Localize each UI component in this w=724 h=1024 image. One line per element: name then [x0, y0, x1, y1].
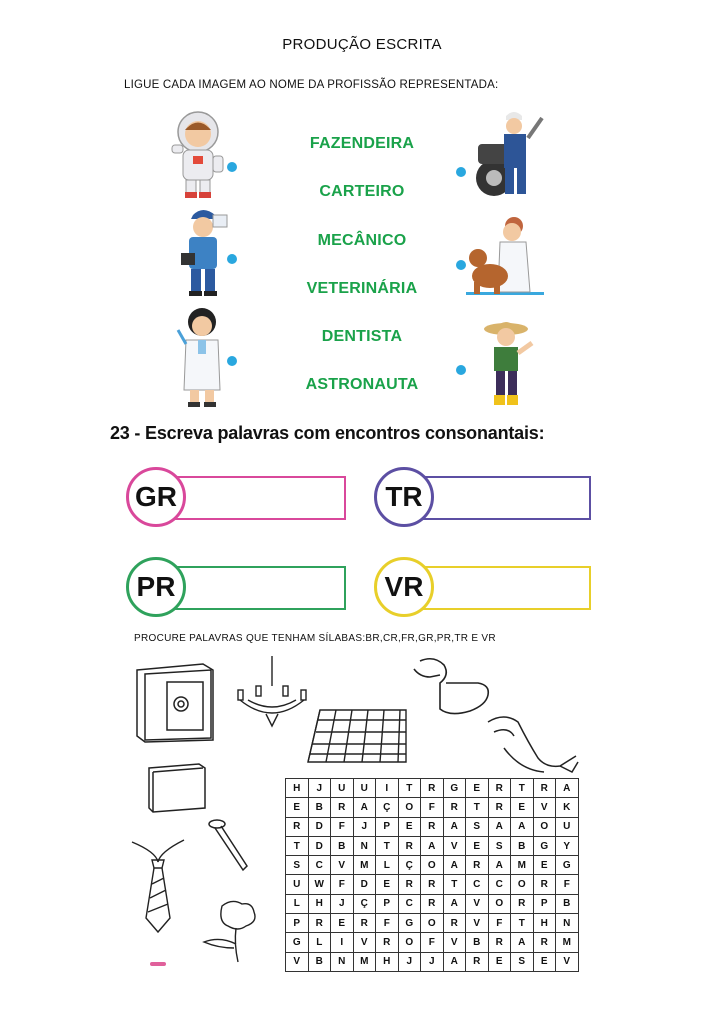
word-search-cell[interactable]: P: [533, 894, 556, 913]
gr-cluster-badge: GR: [126, 467, 186, 527]
word-search-cell[interactable]: T: [511, 914, 534, 933]
word-search-cell[interactable]: E: [533, 856, 556, 875]
word-search-cell[interactable]: R: [421, 779, 444, 798]
gr-answer-box[interactable]: [158, 476, 346, 520]
word-search-cell[interactable]: J: [353, 817, 376, 836]
profession-dentista: DENTISTA: [321, 328, 403, 345]
word-search-cell[interactable]: R: [466, 856, 489, 875]
word-search-row: [286, 933, 579, 952]
match-dot-left-2[interactable]: [227, 254, 237, 264]
word-search-cell[interactable]: E: [466, 836, 489, 855]
word-search-cell[interactable]: V: [466, 894, 489, 913]
word-search-cell[interactable]: A: [511, 817, 534, 836]
tie-icon: [130, 838, 188, 936]
word-search-cell[interactable]: S: [466, 817, 489, 836]
word-search-cell[interactable]: J: [331, 894, 354, 913]
word-search-cell[interactable]: B: [511, 836, 534, 855]
word-search-cell[interactable]: R: [286, 817, 309, 836]
word-search-row: [286, 798, 579, 817]
profession-astronauta: ASTRONAUTA: [305, 376, 419, 393]
word-search-row: [286, 836, 579, 855]
word-search-cell[interactable]: R: [488, 779, 511, 798]
word-search-cell[interactable]: N: [331, 952, 354, 971]
word-search-cell[interactable]: A: [556, 779, 579, 798]
word-search-cell[interactable]: P: [376, 894, 399, 913]
word-search-cell[interactable]: O: [533, 817, 556, 836]
match-dot-left-1[interactable]: [227, 162, 237, 172]
shrimp-icon: [484, 712, 580, 778]
word-search-cell[interactable]: E: [286, 798, 309, 817]
book-icon: [145, 762, 209, 814]
word-search-cell[interactable]: R: [398, 875, 421, 894]
match-dot-left-3[interactable]: [227, 356, 237, 366]
word-search-cell[interactable]: O: [488, 894, 511, 913]
word-search-cell[interactable]: V: [443, 836, 466, 855]
word-search-cell[interactable]: T: [466, 798, 489, 817]
matching-instruction: LIGUE CADA IMAGEM AO NOME DA PROFISSÃO REPRESENTADA:: [124, 79, 499, 91]
word-search-cell[interactable]: R: [533, 875, 556, 894]
word-search-cell[interactable]: H: [376, 952, 399, 971]
nail-icon: [207, 816, 253, 876]
tr-cluster-badge: TR: [374, 467, 434, 527]
word-search-cell[interactable]: D: [353, 875, 376, 894]
word-search-cell[interactable]: R: [533, 779, 556, 798]
word-search-instruction: PROCURE PALAVRAS QUE TENHAM SÍLABAS:BR,CR,FR,GR,PR,TR E VR: [134, 633, 496, 644]
word-search-cell[interactable]: G: [556, 856, 579, 875]
word-search-cell[interactable]: E: [466, 779, 489, 798]
question-23-prompt: 23 - Escreva palavras com encontros consonantais:: [110, 423, 545, 443]
word-search-cell[interactable]: R: [398, 836, 421, 855]
word-search-cell[interactable]: A: [511, 933, 534, 952]
word-search-cell[interactable]: M: [511, 856, 534, 875]
page-title: PRODUÇÃO ESCRITA: [282, 36, 442, 53]
word-search-cell[interactable]: V: [286, 952, 309, 971]
word-search-cell[interactable]: G: [533, 836, 556, 855]
word-search-cell[interactable]: E: [488, 952, 511, 971]
word-search-cell[interactable]: A: [443, 856, 466, 875]
word-search-cell[interactable]: O: [398, 798, 421, 817]
word-search-cell[interactable]: J: [421, 952, 444, 971]
word-search-cell[interactable]: R: [421, 817, 444, 836]
word-search-row: [286, 894, 579, 913]
word-search-cell[interactable]: R: [488, 933, 511, 952]
word-search-cell[interactable]: T: [443, 875, 466, 894]
word-search-cell[interactable]: E: [376, 875, 399, 894]
word-search-cell[interactable]: U: [556, 817, 579, 836]
word-search-cell[interactable]: M: [556, 933, 579, 952]
word-search-cell[interactable]: U: [353, 779, 376, 798]
match-dot-right-3[interactable]: [456, 365, 466, 375]
word-search-cell[interactable]: A: [443, 817, 466, 836]
word-search-cell[interactable]: R: [488, 798, 511, 817]
word-search-cell[interactable]: R: [331, 798, 354, 817]
word-search-cell[interactable]: R: [443, 914, 466, 933]
word-search-cell[interactable]: Ç: [376, 798, 399, 817]
word-search-cell[interactable]: U: [331, 779, 354, 798]
word-search-cell[interactable]: M: [353, 856, 376, 875]
word-search-cell[interactable]: R: [443, 798, 466, 817]
word-search-cell[interactable]: E: [398, 817, 421, 836]
soccer-goal-icon: [306, 706, 408, 766]
profession-mecanico: MECÂNICO: [317, 232, 407, 249]
word-search-cell[interactable]: S: [511, 952, 534, 971]
word-search-cell[interactable]: F: [556, 875, 579, 894]
word-search-cell[interactable]: B: [331, 836, 354, 855]
word-search-cell[interactable]: D: [308, 836, 331, 855]
word-search-cell[interactable]: C: [308, 856, 331, 875]
word-search-cell[interactable]: V: [443, 933, 466, 952]
word-search-cell[interactable]: F: [421, 798, 444, 817]
word-search-cell[interactable]: R: [308, 914, 331, 933]
word-search-row: [286, 952, 579, 971]
safe-icon: [133, 660, 218, 745]
word-search-cell[interactable]: M: [353, 952, 376, 971]
word-search-cell[interactable]: T: [511, 779, 534, 798]
word-search-cell[interactable]: F: [331, 875, 354, 894]
word-search-cell[interactable]: F: [331, 817, 354, 836]
word-search-row: [286, 779, 579, 798]
word-search-cell[interactable]: J: [398, 952, 421, 971]
word-search-cell[interactable]: D: [308, 817, 331, 836]
word-search-row: [286, 817, 579, 836]
word-search-cell[interactable]: P: [286, 914, 309, 933]
word-search-cell[interactable]: O: [511, 875, 534, 894]
word-search-cell[interactable]: R: [466, 952, 489, 971]
word-search-cell[interactable]: O: [421, 914, 444, 933]
word-search-cell[interactable]: F: [376, 914, 399, 933]
word-search-cell[interactable]: L: [286, 894, 309, 913]
word-search-cell[interactable]: B: [466, 933, 489, 952]
word-search-cell[interactable]: R: [376, 933, 399, 952]
word-search-cell[interactable]: B: [308, 798, 331, 817]
word-search-cell[interactable]: R: [421, 894, 444, 913]
word-search-cell[interactable]: A: [488, 817, 511, 836]
word-search-cell[interactable]: T: [398, 779, 421, 798]
word-search-cell[interactable]: E: [331, 914, 354, 933]
word-search-cell[interactable]: N: [353, 836, 376, 855]
word-search-cell[interactable]: A: [443, 894, 466, 913]
word-search-cell[interactable]: C: [398, 894, 421, 913]
word-search-cell[interactable]: K: [556, 798, 579, 817]
word-search-cell[interactable]: F: [421, 933, 444, 952]
profession-veterinaria: VETERINÁRIA: [306, 280, 418, 297]
word-search-cell[interactable]: V: [353, 933, 376, 952]
word-search-cell[interactable]: N: [556, 914, 579, 933]
word-search-cell[interactable]: A: [443, 952, 466, 971]
vr-cluster-badge: VR: [374, 557, 434, 617]
carnation-icon: [198, 898, 270, 964]
farmer-illustration: [480, 315, 540, 409]
word-search-cell[interactable]: Ç: [398, 856, 421, 875]
word-search-cell[interactable]: S: [286, 856, 309, 875]
word-search-cell[interactable]: P: [376, 817, 399, 836]
word-search-cell[interactable]: S: [488, 836, 511, 855]
word-search-grid: [285, 778, 579, 972]
decor-mark: [150, 962, 166, 966]
word-search-cell[interactable]: R: [511, 894, 534, 913]
word-search-cell[interactable]: G: [398, 914, 421, 933]
word-search-cell[interactable]: F: [488, 914, 511, 933]
word-search-row: [286, 914, 579, 933]
word-search-cell[interactable]: R: [353, 914, 376, 933]
word-search-cell[interactable]: B: [556, 894, 579, 913]
word-search-cell[interactable]: L: [308, 933, 331, 952]
word-search-cell[interactable]: O: [398, 933, 421, 952]
match-dot-right-2[interactable]: [456, 260, 466, 270]
word-search-cell[interactable]: U: [286, 875, 309, 894]
chandelier-icon: [232, 656, 312, 736]
word-search-cell[interactable]: E: [533, 952, 556, 971]
word-search-cell[interactable]: B: [308, 952, 331, 971]
mechanic-illustration: [472, 108, 552, 200]
pr-cluster-badge: PR: [126, 557, 186, 617]
word-search-cell[interactable]: G: [286, 933, 309, 952]
word-search-cell[interactable]: E: [511, 798, 534, 817]
word-search-cell[interactable]: W: [308, 875, 331, 894]
word-search-cell[interactable]: L: [376, 856, 399, 875]
word-search-cell[interactable]: I: [331, 933, 354, 952]
word-search-row: [286, 856, 579, 875]
word-search-cell[interactable]: T: [376, 836, 399, 855]
word-search-cell[interactable]: R: [421, 875, 444, 894]
word-search-cell[interactable]: A: [488, 856, 511, 875]
word-search-cell[interactable]: H: [533, 914, 556, 933]
profession-fazendeira: FAZENDEIRA: [309, 135, 415, 152]
veterinarian-illustration: [466, 212, 546, 298]
word-search-cell[interactable]: A: [421, 836, 444, 855]
word-search-cell[interactable]: H: [308, 894, 331, 913]
profession-carteiro: CARTEIRO: [319, 183, 405, 200]
word-search-cell[interactable]: Y: [556, 836, 579, 855]
word-search-cell[interactable]: Ç: [353, 894, 376, 913]
word-search-cell[interactable]: V: [533, 798, 556, 817]
word-search-cell[interactable]: V: [331, 856, 354, 875]
word-search-cell[interactable]: V: [466, 914, 489, 933]
word-search-cell[interactable]: R: [533, 933, 556, 952]
word-search-cell[interactable]: O: [421, 856, 444, 875]
word-search-cell[interactable]: V: [556, 952, 579, 971]
arm-icon: [410, 655, 490, 723]
word-search-row: [286, 875, 579, 894]
word-search-cell[interactable]: C: [488, 875, 511, 894]
word-search-cell[interactable]: H: [286, 779, 309, 798]
pr-answer-box[interactable]: [158, 566, 346, 610]
word-search-cell[interactable]: I: [376, 779, 399, 798]
word-search-cell[interactable]: A: [353, 798, 376, 817]
word-search-cell[interactable]: J: [308, 779, 331, 798]
word-search-cell[interactable]: T: [286, 836, 309, 855]
word-search-cell[interactable]: C: [466, 875, 489, 894]
match-dot-right-1[interactable]: [456, 167, 466, 177]
word-search-cell[interactable]: G: [443, 779, 466, 798]
